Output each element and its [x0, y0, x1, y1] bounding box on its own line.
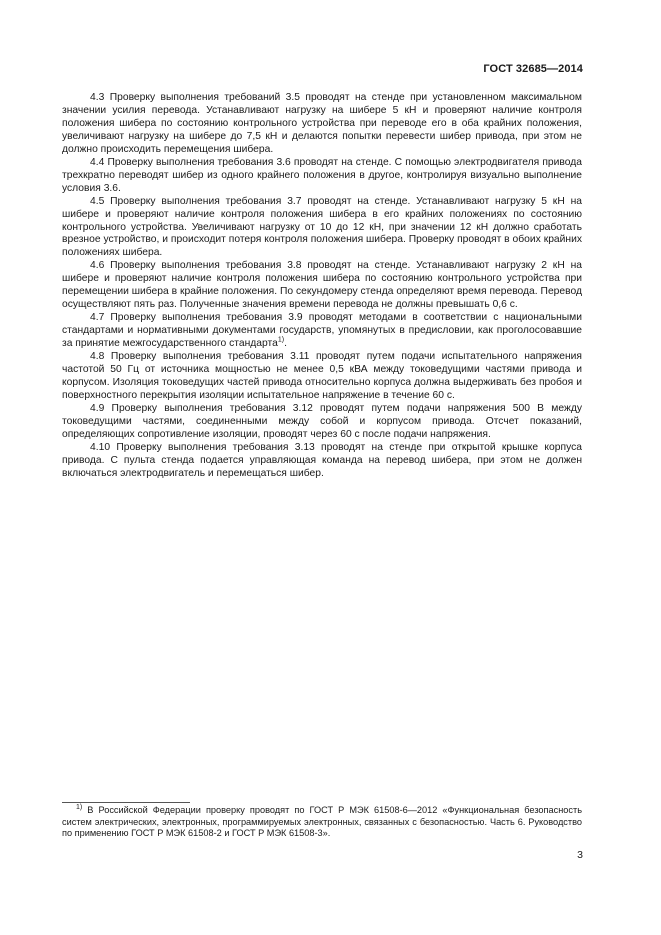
paragraph-text: 4.9 Проверку выполнения требования 3.12 проводят путем подачи напряжения 500 В между токоведущими частями, соединенными между собой и корпусом привода. Отсчет показаний, определяющих сопротивление изоляции, проводят через 60 с после подачи напряжения.	[62, 402, 582, 440]
paragraph-text: 4.10 Проверку выполнения требования 3.13 проводят на стенде при открытой крышке корпуса привода. С пульта стенда подается управляющая команда на перевод шибера, при этом не должен включаться электродвигатель и перемещаться шибер.	[62, 441, 582, 479]
paragraph-4-8	[62, 351, 582, 403]
document-code-header: ГОСТ 32685—2014	[483, 63, 583, 75]
paragraph-text: 4.6 Проверку выполнения требования 3.8 проводят на стенде. Устанавливают нагрузку 2 кН на шибере и проверяют наличие контроля положения шибера по состоянию контрольного устройства при перемещении шибера в крайние положения. По секундомеру стенда определяют время перевода. Перевод осуществляют пять раз. Полученные значения времени перевода не должны превышать 0,6 с.	[62, 260, 582, 311]
footnote-reference[interactable]: 1)	[277, 336, 285, 344]
paragraph-4-10	[62, 442, 582, 481]
paragraph-tail: .	[284, 338, 287, 350]
paragraph-text: 4.5 Проверку выполнения требования 3.7 проводят на стенде. Устанавливают нагрузку 5 кН на шибере и проверяют наличие контроля положения шибера в его крайних положениях по состоянию контрольного устройства. Увеличивают нагрузку от 10 до 12 кН, при значении 12 кН должно сработать врезное устройство, и происходит потеря контроля положения шибера. Проверку проводят в обоих крайних положениях шибера.	[62, 195, 582, 259]
paragraph-4-4	[62, 157, 582, 196]
paragraph-4-7	[62, 312, 582, 351]
footnote	[62, 805, 582, 840]
body-text	[62, 92, 582, 481]
paragraph-4-5	[62, 196, 582, 261]
footnote-divider	[62, 802, 190, 803]
paragraph-4-6	[62, 260, 582, 312]
footnote-text: В Российской Федерации проверку проводят по ГОСТ Р МЭК 61508-6—2012 «Функциональная безопасность систем электрических, электронных, программируемых электронных, связанных с безопасностью. Часть 6. Руководство по применению ГОСТ Р МЭК 61508-2 и ГОСТ Р МЭК 61508-3».	[62, 805, 582, 839]
paragraph-text: 4.7 Проверку выполнения требования 3.9 проводят методами в соответствии с национальными стандартами и нормативными документами государств, упомянутых в предисловии, как проголосовавшие за принятие межгосударственного стандарта	[62, 312, 582, 350]
paragraph-text: 4.3 Проверку выполнения требований 3.5 проводят на стенде при установленном максимальном значении усилия перевода. Устанавливают нагрузку на шибере 5 кН и проверяют наличие контроля положения шибера по состоянию контрольного устройства при переводе его в оба крайних положения, увеличивают нагрузку на шибере до 7,5 кН и делаются попытки перевести шибер привода, при этом не должно происходить перемещения шибера.	[62, 92, 582, 155]
paragraph-4-9	[62, 403, 582, 442]
paragraph-text: 4.4 Проверку выполнения требования 3.6 проводят на стенде. С помощью электродвигателя привода трехкратно переводят шибер из одного крайнего положения в другое, контролируя визуально выполнение условия 3.6.	[62, 156, 582, 194]
paragraph-text: 4.8 Проверку выполнения требования 3.11 проводят путем подачи испытательного напряжения частотой 50 Гц от источника мощностью не менее 0,5 кВА между токоведущими частями привода и корпусом. Изоляция токоведущих частей привода относительно корпуса должна выдерживать без пробоя и поверхностного перекрытия изоляции испытательное напряжение в течение 60 с.	[62, 351, 582, 401]
page-number: 3	[577, 849, 583, 861]
footnote-marker: 1)	[76, 803, 83, 811]
paragraph-4-3	[62, 92, 582, 157]
footnote-paragraph	[62, 805, 582, 840]
